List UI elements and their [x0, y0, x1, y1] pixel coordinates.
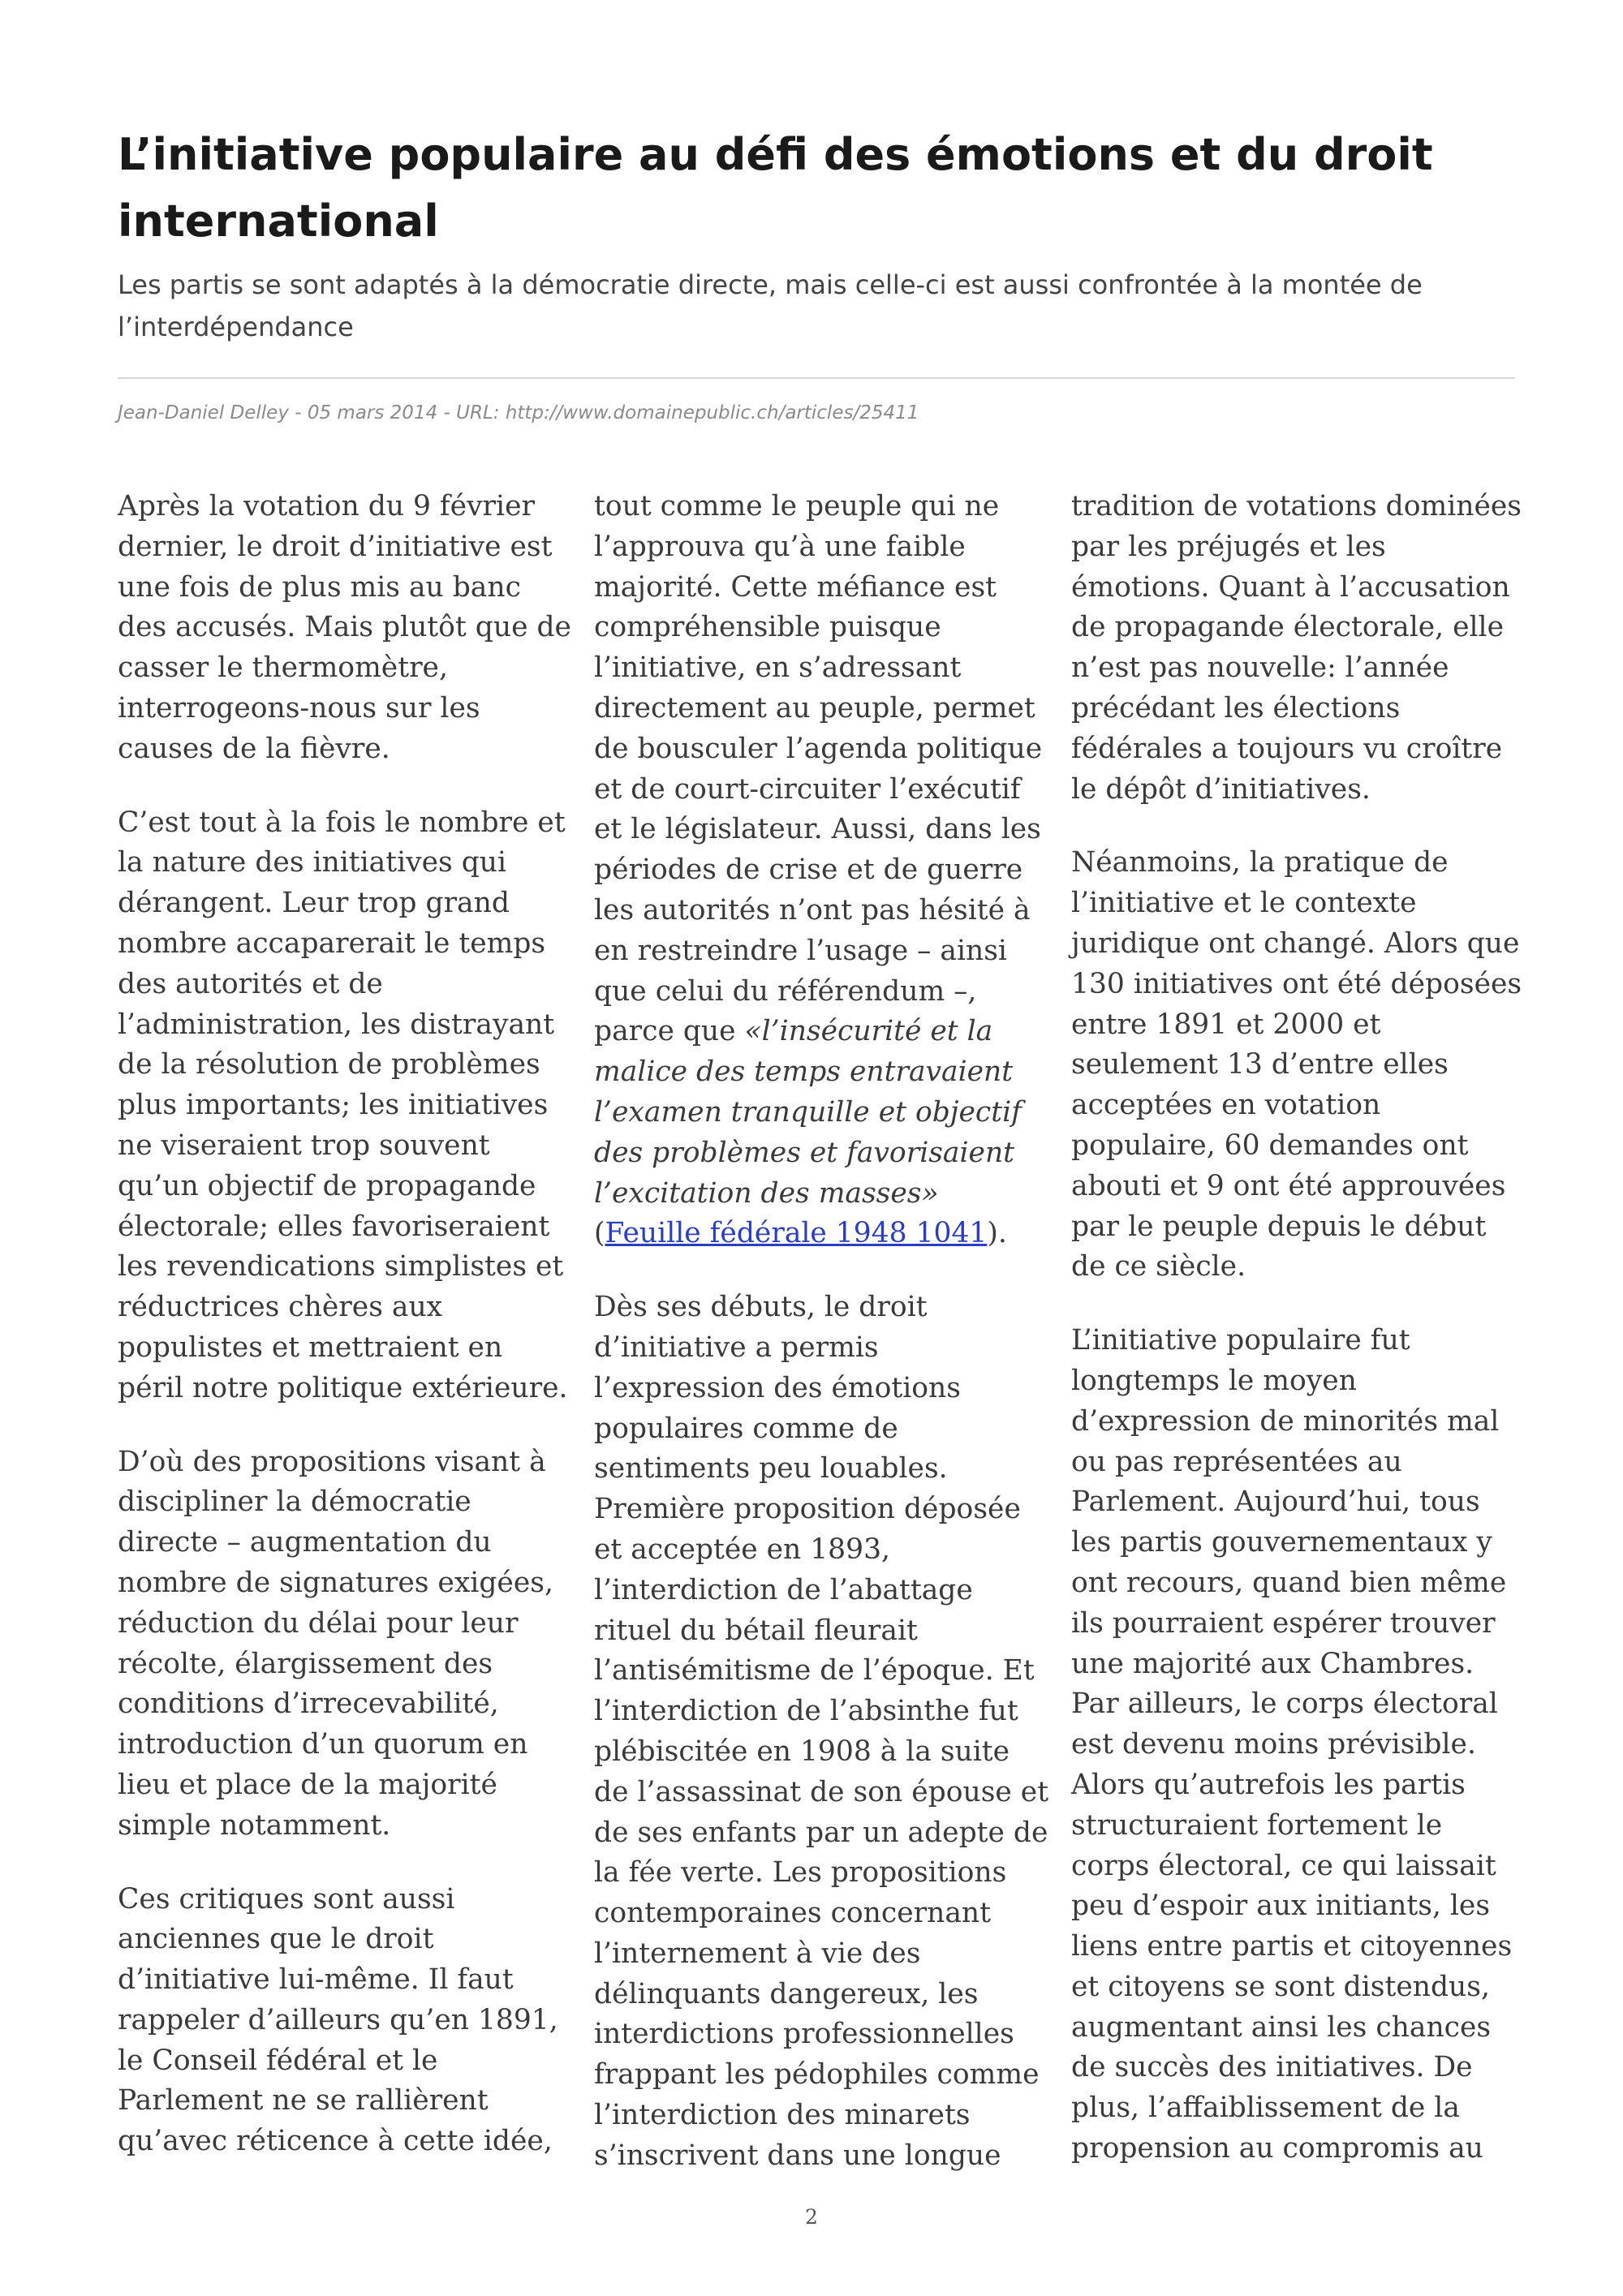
text-line: les autorités n’ont pas hésité à — [594, 893, 1031, 927]
text-line: les revendications simplistes et — [118, 1250, 564, 1283]
text-line: réduction du délai pour leur — [118, 1606, 519, 1640]
text-line: l’interdiction de l’absinthe fut — [594, 1695, 1018, 1728]
text-line: des autorités et de — [118, 967, 383, 1000]
text-line: Parlement ne se rallièrent — [118, 2084, 489, 2118]
text-line — [594, 1214, 1048, 1254]
text-line: casser le thermomètre, — [118, 651, 448, 685]
text-line: augmentant ainsi les chances — [1071, 2010, 1492, 2044]
text-line: directe – augmentation du — [118, 1526, 492, 1559]
text-line: majorité. Cette méfiance est — [594, 570, 997, 604]
paragraph — [118, 487, 572, 770]
paragraph — [118, 1443, 572, 1847]
text-line: corps électoral, ce qui laissait — [1071, 1849, 1496, 1882]
text-line: l’approuva qu’à une faible — [594, 530, 966, 563]
text-line: conditions d’irrecevabilité, — [118, 1688, 499, 1721]
text-line: précédant les élections — [1071, 691, 1401, 724]
text-line: rappeler d’ailleurs qu’en 1891, — [118, 2003, 558, 2036]
text-line: Première proposition déposée — [594, 1493, 1021, 1526]
text-line: ils pourraient espérer trouver — [1071, 1606, 1496, 1640]
paragraph — [594, 1288, 1048, 2177]
text-line: frappant les pédophiles comme — [594, 2058, 1040, 2092]
quote-text: «l’insécurité et la — [744, 1015, 993, 1048]
paragraph — [1071, 843, 1526, 1288]
header-divider — [118, 377, 1515, 379]
text-line: de bousculer l’agenda politique — [594, 732, 1043, 765]
text-line: juridique ont changé. Alors que — [1071, 927, 1520, 960]
text-line: de ce siècle. — [1071, 1250, 1246, 1283]
text-line: peu d’espoir aux initiants, les — [1071, 1890, 1491, 1923]
quote-line: malice des temps entravaient — [594, 1056, 1014, 1089]
text-line: de l’assassinat de son épouse et — [594, 1775, 1049, 1808]
text-line: l’initiative et le contexte — [1071, 887, 1417, 920]
text-line: de la résolution de problèmes — [118, 1048, 540, 1081]
paragraph — [1071, 487, 1526, 810]
article-subtitle — [118, 264, 1530, 348]
text-line: une majorité aux Chambres. — [1071, 1647, 1474, 1680]
text-line: D’où des propositions visant à — [118, 1445, 546, 1478]
text-line: sentiments peu louables. — [594, 1452, 948, 1486]
paragraph — [118, 803, 572, 1409]
title-line: L’initiative populaire au défi des émotions et du droit — [118, 129, 1433, 180]
text-line: et acceptée en 1893, — [594, 1533, 890, 1566]
text-line: de ses enfants par un adepte de — [594, 1816, 1048, 1849]
text-line: le Conseil fédéral et le — [118, 2044, 438, 2077]
text-line: l’interdiction des minarets — [594, 2099, 971, 2132]
text-line: d’initiative lui-même. Il faut — [118, 1963, 514, 1997]
text-line: une fois de plus mis au banc — [118, 570, 521, 604]
text-line: plus, l’affaiblissement de la — [1071, 2092, 1460, 2125]
text-line: n’est pas nouvelle: l’année — [1071, 651, 1449, 685]
text-line: délinquants dangereux, les — [594, 1977, 979, 2010]
text-line: la nature des initiatives qui — [118, 846, 507, 879]
text-line: discipliner la démocratie — [118, 1486, 471, 1519]
text-line: s’inscrivent dans une longue — [594, 2139, 1001, 2172]
text-line: tradition de votations dominées — [1071, 490, 1522, 522]
text-line: par les préjugés et les — [1071, 530, 1386, 563]
text-line: Par ailleurs, le corps électoral — [1071, 1688, 1498, 1721]
text-line: Dès ses débuts, le droit — [594, 1291, 928, 1324]
text-line: l’antisémitisme de l’époque. Et — [594, 1654, 1035, 1688]
text-line: ou pas représentées au — [1071, 1445, 1402, 1478]
text-line: Alors qu’autrefois les partis — [1071, 1768, 1466, 1801]
text-line: entre 1891 et 2000 et — [1071, 1008, 1381, 1041]
text-line: L’initiative populaire fut — [1071, 1324, 1410, 1357]
text-line: que celui du référendum –, — [594, 974, 977, 1008]
text-line: Néanmoins, la pratique de — [1071, 846, 1449, 879]
text-column-1 — [118, 487, 572, 2162]
text-line: ne viseraient trop souvent — [118, 1129, 490, 1162]
text-line: Ces critiques sont aussi — [118, 1882, 455, 1915]
text-line: structuraient fortement le — [1071, 1808, 1443, 1842]
text-line: contemporaines concernant — [594, 1897, 991, 1930]
title-line: international — [118, 196, 439, 247]
text-line: d’expression de minorités mal — [1071, 1404, 1500, 1438]
text-line: seulement 13 d’entre elles — [1071, 1048, 1449, 1081]
text-line: abouti et 9 ont été approuvées — [1071, 1169, 1506, 1202]
text-line: et citoyens se sont distendus, — [1071, 1970, 1490, 2003]
quote-line: l’excitation des masses» — [594, 1176, 939, 1210]
paragraph — [118, 1880, 572, 2163]
subtitle-line: Les partis se sont adaptés à la démocratie directe, mais celle-ci est aussi confrontée à la montée de — [118, 269, 1423, 300]
paragraph — [594, 487, 1048, 1254]
article-meta: Jean-Daniel Delley - 05 mars 2014 - URL: http://www.domainepublic.ch/articles/25411 — [118, 402, 919, 424]
text-line: directement au peuple, permet — [594, 691, 1035, 724]
text-line: rituel du bétail fleurait — [594, 1614, 918, 1647]
text-line: simple notamment. — [118, 1808, 391, 1842]
text-line: l’administration, les distrayant — [118, 1008, 555, 1041]
text-line: et le législateur. Aussi, dans les — [594, 813, 1041, 846]
text-line: récolte, élargissement des — [118, 1647, 493, 1680]
text-line: longtemps le moyen — [1071, 1364, 1357, 1397]
link-open: ( — [594, 1217, 605, 1250]
text-line: plébiscitée en 1908 à la suite — [594, 1735, 1010, 1768]
text-line: interrogeons-nous sur les — [118, 691, 480, 724]
subtitle-line: l’interdépendance — [118, 312, 354, 342]
text-line: fédérales a toujours vu croître — [1071, 732, 1503, 765]
text-line: nombre accaparerait le temps — [118, 927, 546, 960]
text-line: 130 initiatives ont été déposées — [1071, 967, 1522, 1000]
text-line: en restreindre l’usage – ainsi — [594, 934, 1007, 967]
text-line: par le peuple depuis le début — [1071, 1210, 1487, 1243]
text-line: plus importants; les initiatives — [118, 1089, 549, 1122]
text-line: nombre de signatures exigées, — [118, 1566, 553, 1599]
text-line: est devenu moins prévisible. — [1071, 1728, 1476, 1761]
text-line: liens entre partis et citoyennes — [1071, 1930, 1513, 1963]
text-line: populaire, 60 demandes ont — [1071, 1129, 1469, 1162]
text-line: anciennes que le droit — [118, 1923, 434, 1956]
text-line: l’internement à vie des — [594, 1937, 921, 1970]
article-title — [118, 122, 1513, 255]
text-line: des accusés. Mais plutôt que de — [118, 611, 571, 644]
text-line: l’initiative, en s’adressant — [594, 651, 962, 685]
text-line: interdictions professionnelles — [594, 2018, 1014, 2051]
page-number: 2 — [805, 2205, 818, 2229]
text-line: la fée verte. Les propositions — [594, 1856, 1007, 1890]
text-line: électorale; elles favoriseraient — [118, 1210, 550, 1243]
text-line: le dépôt d’initiatives. — [1071, 772, 1371, 806]
quote-line: des problèmes et favorisaient — [594, 1136, 1015, 1169]
text-line — [594, 1012, 1048, 1052]
text-line: lieu et place de la majorité — [118, 1768, 497, 1801]
text-line: réductrices chères aux — [118, 1291, 443, 1324]
text-line: périodes de crise et de guerre — [594, 853, 1023, 887]
text-line: l’interdiction de l’abattage — [594, 1573, 973, 1606]
text-line: et de court-circuiter l’exécutif — [594, 772, 1021, 806]
text-line: d’initiative a permis — [594, 1331, 879, 1364]
text-line: causes de la fièvre. — [118, 732, 390, 765]
text-line: tout comme le peuple qui ne — [594, 490, 1000, 522]
text-line: dernier, le droit d’initiative est — [118, 530, 553, 563]
text-line: les partis gouvernementaux y — [1071, 1526, 1492, 1559]
text-column-2 — [594, 487, 1048, 2177]
text-line: émotions. Quant à l’accusation — [1071, 570, 1510, 604]
feuille-federale-link[interactable]: Feuille fédérale 1948 1041 — [605, 1217, 988, 1250]
text-line: Parlement. Aujourd’hui, tous — [1071, 1486, 1480, 1519]
text-line: compréhensible puisque — [594, 611, 941, 644]
text-line: Après la votation du 9 février — [118, 490, 535, 522]
text-line: qu’un objectif de propagande — [118, 1169, 536, 1202]
text-line: propension au compromis au — [1071, 2132, 1483, 2165]
text-line: de succès des initiatives. De — [1071, 2051, 1473, 2084]
text-line: introduction d’un quorum en — [118, 1728, 528, 1761]
text-line: l’expression des émotions — [594, 1371, 961, 1404]
text-line: dérangent. Leur trop grand — [118, 887, 510, 920]
text-line: populaires comme de — [594, 1412, 898, 1445]
text-line: péril notre politique extérieure. — [118, 1371, 568, 1404]
text-line: acceptées en votation — [1071, 1089, 1381, 1122]
text-line: qu’avec réticence à cette idée, — [118, 2125, 553, 2158]
text-line: populistes et mettraient en — [118, 1331, 503, 1364]
text-column-3 — [1071, 487, 1526, 2169]
paragraph — [1071, 1321, 1526, 2169]
text-line: C’est tout à la fois le nombre et — [118, 806, 566, 839]
text-line: ont recours, quand bien même — [1071, 1566, 1507, 1599]
link-close: ). — [987, 1217, 1007, 1250]
quote-line: l’examen tranquille et objectif — [594, 1095, 1022, 1129]
text-line: de propagande électorale, elle — [1071, 611, 1504, 644]
quote-intro: parce que — [594, 1015, 745, 1048]
